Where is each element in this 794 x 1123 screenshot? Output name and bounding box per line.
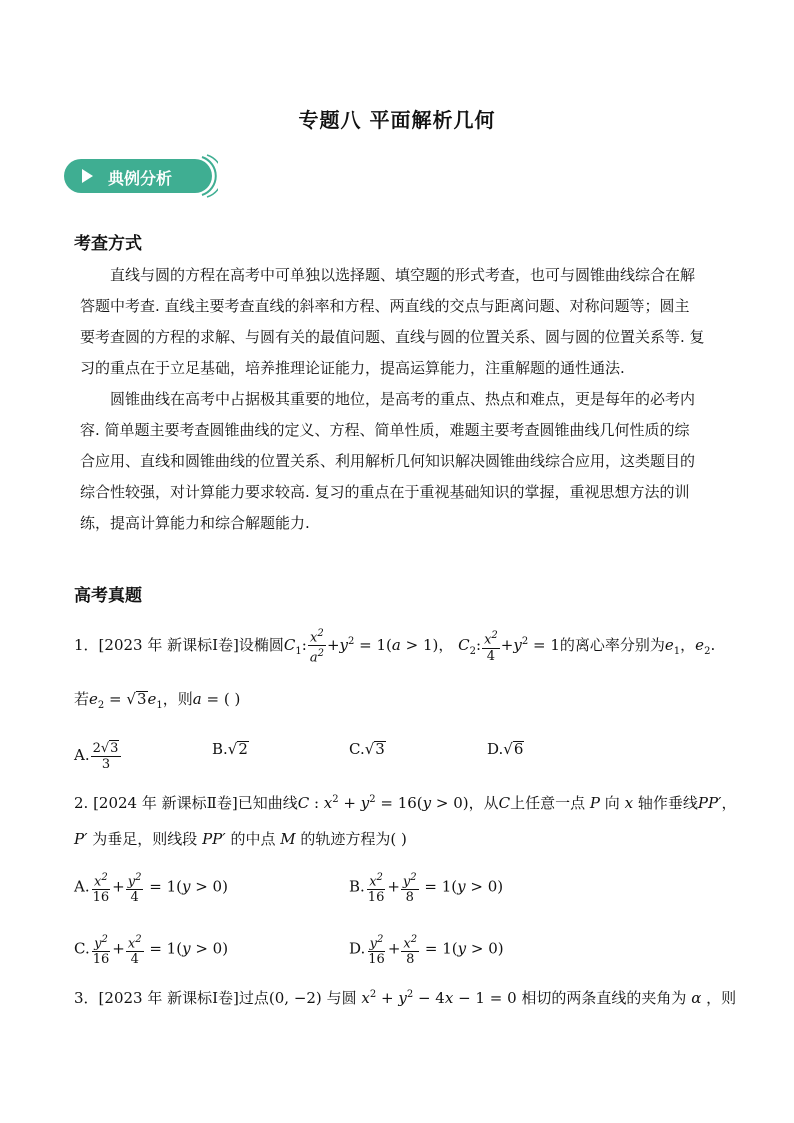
text-line: 习的重点在于立足基础，培养推理论证能力，提高运算能力，注重解题的通性通法.: [80, 359, 625, 377]
text-line: 合应用、直线和圆锥曲线的位置关系、利用解析几何知识解决圆锥曲线综合应用，这类题目的: [80, 452, 696, 470]
option-a[interactable]: A. $\frac{2√3}{3}$: [74, 740, 122, 772]
question-1-line-2: 若$e_2 = √3e_1$，则a = ( ): [74, 690, 241, 711]
section-banner: [62, 153, 218, 199]
text-line: 综合性较强，对计算能力要求较高. 复习的重点在于重视基础知识的掌握，重视思想方法的训: [80, 483, 690, 501]
section-heading-method: 考查方式: [74, 234, 142, 254]
text-line: 要考查圆的方程的求解、与圆有关的最值问题、直线与圆的位置关系、圆与圆的位置关系等. 复: [80, 328, 705, 346]
paragraph-lines-1: [80, 260, 724, 539]
question-1-line-1: 1．[2023 年 新课标Ⅰ卷]设椭圆$C_1$: $\frac{x^2}{a^2}$ $+y^2 = 1(a > 1)$， $C_2$: $\frac{x^2}{4}$ $+y^2 = 1$的离心率分别为$e_1$，$e_2$.: [74, 628, 716, 666]
text-line: 容. 简单题主要考查圆锥曲线的定义、方程、简单性质，难题主要考查圆锥曲线几何性质的综: [80, 421, 690, 439]
question-2-line-1: 2. [2024 年 新课标Ⅱ卷]已知曲线C : $x^2 + y^2 = 16(y > 0)$，从C上任意一点 P 向 x 轴作垂线PP′，: [74, 794, 737, 812]
option-c[interactable]: C. $\frac{y^2}{16}$ + $\frac{x^2}{4}$ = 1(y > 0): [74, 934, 229, 968]
section-heading-exam: 高考真题: [74, 586, 142, 606]
option-b[interactable]: B.√2: [212, 740, 248, 758]
text-line: 练，提高计算能力和综合解题能力.: [80, 514, 310, 532]
option-a[interactable]: A. $\frac{x^2}{16}$ + $\frac{y^2}{4}$ = 1(y > 0): [74, 872, 228, 906]
page-title: 专题八 平面解析几何: [298, 108, 496, 132]
text-line: 直线与圆的方程在高考中可单独以选择题、填空题的形式考查，也可与圆锥曲线综合在解: [110, 266, 696, 284]
question-3-line-1: 3．[2023 年 新课标Ⅰ卷]过点(0, −2) 与圆 $x^2 + y^2 - 4x - 1 = 0$ 相切的两条直线的夹角为 α ，则: [74, 989, 737, 1007]
text-line: 答题中考查. 直线主要考查直线的斜率和方程、两直线的交点与距离问题、对称问题等；圆主: [80, 297, 690, 315]
question-2-line-2: P′ 为垂足，则线段 PP′ 的中点 M 的轨迹方程为( ): [74, 830, 407, 848]
banner-label: 典例分析: [108, 169, 173, 188]
text-line: 圆锥曲线在高考中占据极其重要的地位，是高考的重点、热点和难点，更是每年的必考内: [110, 390, 696, 408]
question-2-options: [74, 870, 734, 970]
option-d[interactable]: D. $\frac{y^2}{16}$ + $\frac{x^2}{8}$ = 1(y > 0): [349, 934, 504, 968]
option-d[interactable]: D.√6: [487, 740, 524, 758]
option-b[interactable]: B. $\frac{x^2}{16}$ + $\frac{y^2}{8}$ = 1(y > 0): [349, 872, 504, 906]
option-c[interactable]: C.√3: [349, 740, 385, 758]
